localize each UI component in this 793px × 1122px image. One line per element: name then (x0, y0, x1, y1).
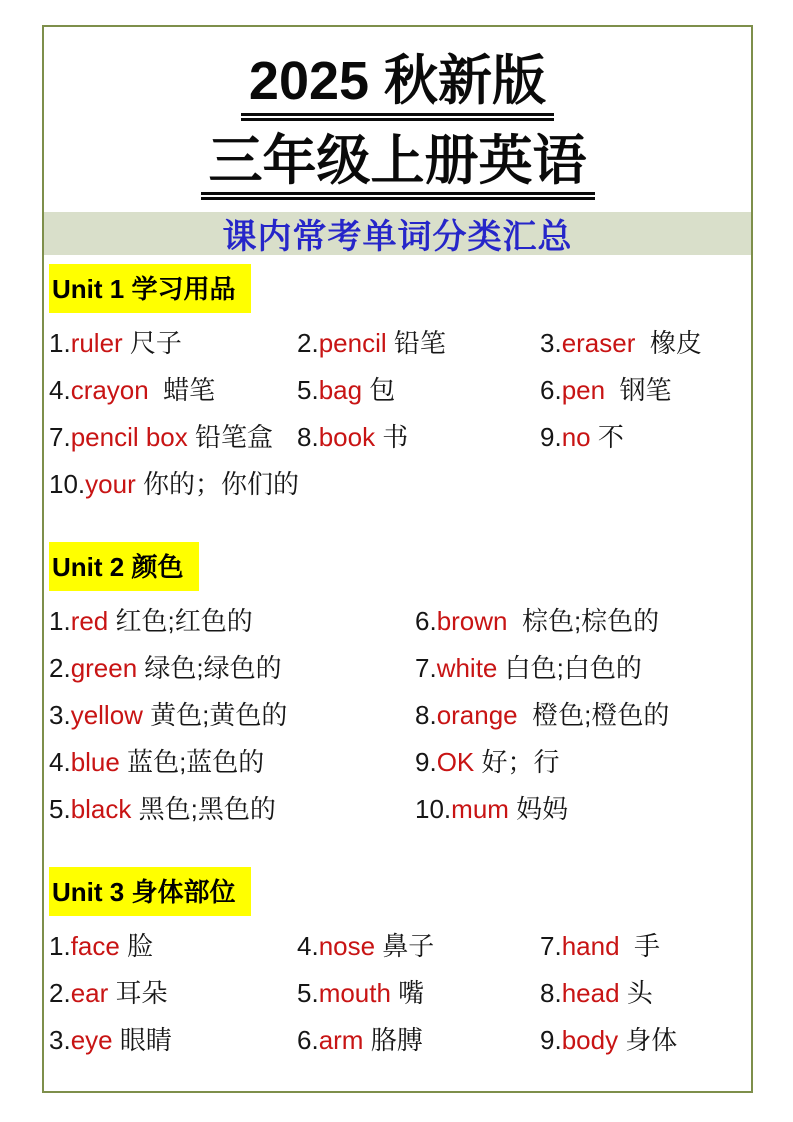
title-line-2-wrap (44, 130, 751, 201)
word-chinese: 白色;白色的 (497, 653, 642, 684)
word-item (49, 973, 297, 1010)
unit-3-section (49, 867, 751, 1062)
word-item (49, 789, 415, 826)
word-english: arm (318, 1025, 364, 1056)
word-item (297, 370, 540, 407)
unit-1-rows (49, 318, 751, 506)
page-title-line-2: 三年级上册英语 (201, 133, 595, 201)
word-number: 3. (49, 700, 71, 731)
word-chinese: 铅笔 (386, 328, 446, 359)
word-row (49, 318, 751, 365)
word-chinese: 眼睛 (112, 1025, 172, 1056)
unit-2-header-highlight (49, 542, 199, 591)
unit-1-header-label: Unit 1 学习用品 (52, 274, 236, 305)
word-row (49, 968, 751, 1015)
word-item (49, 926, 297, 963)
word-chinese: 黑色;黑色的 (131, 794, 276, 825)
word-row (49, 921, 751, 968)
unit-2-header-label: Unit 2 颜色 (52, 552, 184, 583)
word-item (297, 973, 540, 1010)
word-chinese: 黄色;黄色的 (142, 700, 288, 731)
word-item (49, 464, 297, 501)
unit-3-header-label: Unit 3 身体部位 (52, 877, 236, 908)
subtitle-text: 课内常考单词分类汇总 (222, 218, 573, 257)
word-number: 9. (415, 747, 437, 778)
word-item (49, 695, 415, 732)
word-english: body (561, 1025, 619, 1056)
word-english: black (70, 794, 132, 825)
word-item (415, 648, 642, 685)
word-item (297, 926, 540, 963)
word-chinese: 嘴 (390, 978, 425, 1009)
word-number: 7. (415, 653, 437, 684)
unit-2-rows (49, 596, 751, 831)
unit-1-header-highlight (49, 264, 251, 313)
word-row (49, 643, 751, 690)
word-number: 6. (540, 375, 562, 406)
word-chinese: 包 (362, 375, 396, 406)
word-number: 7. (540, 931, 562, 962)
word-english: bag (318, 375, 363, 406)
word-english: hand (561, 931, 620, 962)
word-item (297, 1020, 540, 1057)
word-english: mum (451, 794, 509, 825)
word-item (540, 926, 660, 963)
word-item (49, 601, 415, 638)
word-chinese: 钢笔 (605, 375, 672, 406)
word-english: green (70, 653, 138, 684)
word-english: eye (70, 1025, 113, 1056)
word-chinese: 蜡笔 (148, 375, 216, 406)
word-chinese: 好；行 (474, 747, 560, 778)
word-chinese: 红色;红色的 (108, 606, 253, 637)
word-chinese: 书 (375, 422, 409, 453)
unit-2-section (49, 542, 751, 831)
word-chinese: 鼻子 (375, 931, 435, 962)
word-item (415, 742, 560, 779)
word-number: 10. (415, 794, 452, 825)
word-english: blue (70, 747, 120, 778)
word-row (49, 596, 751, 643)
word-english: mouth (318, 978, 391, 1009)
word-number: 8. (415, 700, 437, 731)
word-row (49, 412, 751, 459)
word-item (415, 789, 568, 826)
word-chinese: 蓝色;蓝色的 (119, 747, 265, 778)
word-item (540, 973, 653, 1010)
word-chinese: 耳朵 (108, 978, 168, 1009)
word-row (49, 690, 751, 737)
word-number: 1. (49, 328, 71, 359)
word-chinese: 身体 (618, 1025, 678, 1056)
word-chinese: 橡皮 (635, 328, 702, 359)
word-chinese: 胳膊 (363, 1025, 423, 1056)
word-english: red (70, 606, 109, 637)
word-number: 4. (49, 747, 71, 778)
word-item (415, 695, 669, 732)
word-item (297, 323, 540, 360)
word-english: face (70, 931, 120, 962)
word-english: no (561, 422, 591, 453)
word-english: pencil box (70, 422, 188, 453)
word-number: 5. (297, 375, 319, 406)
word-row (49, 1015, 751, 1062)
word-number: 2. (297, 328, 319, 359)
word-english: OK (436, 747, 475, 778)
word-number: 4. (49, 375, 71, 406)
word-english: brown (436, 606, 508, 637)
word-english: pencil (318, 328, 387, 359)
word-number: 7. (49, 422, 71, 453)
units-container (44, 264, 751, 1062)
word-english: orange (436, 700, 518, 731)
word-chinese: 铅笔盒 (187, 422, 273, 453)
word-number: 5. (297, 978, 319, 1009)
word-number: 3. (540, 328, 562, 359)
word-english: white (436, 653, 498, 684)
word-chinese: 头 (619, 978, 653, 1009)
word-english: book (318, 422, 376, 453)
word-number: 9. (540, 1025, 562, 1056)
page-frame (42, 25, 753, 1093)
word-english: pen (561, 375, 606, 406)
unit-3-header-highlight (49, 867, 251, 916)
word-number: 6. (415, 606, 437, 637)
word-item (49, 1020, 297, 1057)
word-english: ear (70, 978, 109, 1009)
title-line-1-wrap (44, 53, 751, 121)
word-number: 2. (49, 653, 71, 684)
word-chinese: 你的；你们的 (135, 469, 299, 500)
word-item (540, 1020, 677, 1057)
word-number: 2. (49, 978, 71, 1009)
word-english: nose (318, 931, 376, 962)
word-chinese: 不 (590, 422, 624, 453)
word-english: yellow (70, 700, 143, 731)
word-number: 4. (297, 931, 319, 962)
unit-1-section (49, 264, 751, 506)
word-item (49, 742, 415, 779)
word-number: 6. (297, 1025, 319, 1056)
page-title-line-1: 2025 秋新版 (241, 53, 554, 121)
word-item (49, 648, 415, 685)
word-number: 1. (49, 931, 71, 962)
word-item (297, 417, 540, 454)
word-item (49, 323, 297, 360)
word-item (540, 323, 702, 360)
unit-3-rows (49, 921, 751, 1062)
word-english: ruler (70, 328, 123, 359)
word-chinese: 脸 (119, 931, 154, 962)
word-item (415, 601, 659, 638)
word-english: your (85, 469, 136, 500)
word-number: 1. (49, 606, 71, 637)
word-chinese: 橙色;橙色的 (517, 700, 670, 731)
word-chinese: 棕色;棕色的 (507, 606, 660, 637)
word-english: eraser (561, 328, 636, 359)
word-row (49, 459, 751, 506)
word-item (540, 370, 672, 407)
word-number: 8. (297, 422, 319, 453)
word-item (49, 370, 297, 407)
word-item (540, 417, 624, 454)
word-number: 10. (49, 469, 86, 500)
word-number: 8. (540, 978, 562, 1009)
word-chinese: 妈妈 (508, 794, 569, 825)
word-chinese: 手 (619, 931, 660, 962)
word-number: 9. (540, 422, 562, 453)
word-row (49, 737, 751, 784)
word-english: crayon (70, 375, 149, 406)
subtitle-banner (44, 212, 751, 255)
word-row (49, 784, 751, 831)
word-number: 5. (49, 794, 71, 825)
word-number: 3. (49, 1025, 71, 1056)
word-item (49, 417, 297, 454)
word-row (49, 365, 751, 412)
word-english: head (561, 978, 620, 1009)
title-block (44, 27, 751, 200)
word-chinese: 绿色;绿色的 (137, 653, 282, 684)
word-chinese: 尺子 (122, 328, 182, 359)
